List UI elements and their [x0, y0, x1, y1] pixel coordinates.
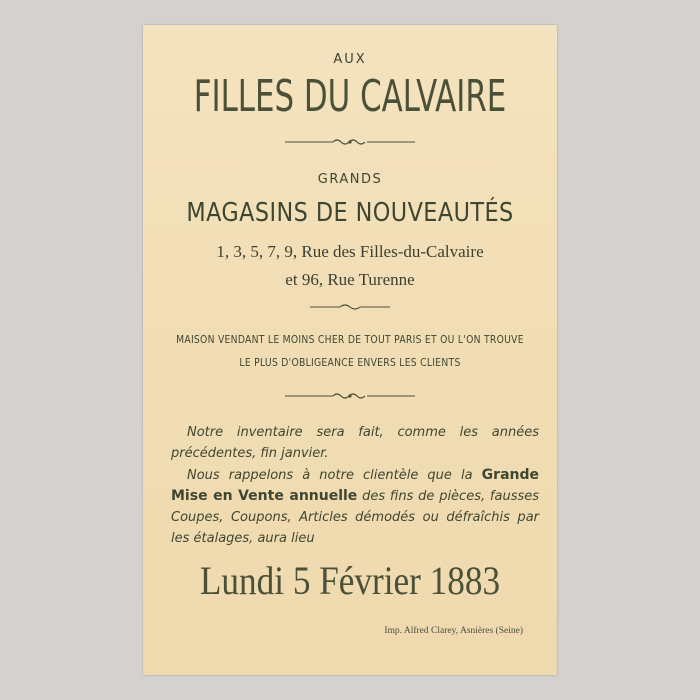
address-line-2: et 96, Rue Turenne	[285, 270, 415, 289]
slogan-line-2: LE PLUS D'OBLIGEANCE ENVERS LES CLIENTS	[239, 357, 461, 369]
trade-card	[143, 25, 557, 675]
sale-paragraph	[171, 465, 539, 549]
heading-magasins: MAGASINS DE NOUVEAUTÉS	[186, 198, 514, 228]
address-line-1: 1, 3, 5, 7, 9, Rue des Filles-du-Calvaire	[216, 242, 484, 261]
sale-paragraph-end: des fins de pièces, fausses Coupes, Coupons, Articles démodés ou défraîchis par les étalages, aura lieu	[171, 489, 540, 546]
inventory-paragraph: Notre inventaire sera fait, comme les années précédentes, fin janvier.	[171, 425, 539, 461]
ornament-divider-2-icon	[285, 391, 415, 401]
printer-imprint: Imp. Alfred Clarey, Asnières (Seine)	[384, 626, 523, 636]
ornament-small-icon	[310, 303, 390, 311]
sale-paragraph-start: Nous rappelons à notre clientèle que la	[187, 468, 482, 483]
sale-date: Lundi 5 Février 1883	[199, 558, 501, 603]
store-name: FILLES DU CALVAIRE	[193, 71, 507, 122]
heading-grands: GRANDS	[317, 172, 383, 187]
slogan-line-1: MAISON VENDANT LE MOINS CHER DE TOUT PARIS ET OU L'ON TROUVE	[176, 334, 524, 346]
ornament-divider-icon	[285, 137, 415, 147]
heading-aux: AUX	[333, 52, 367, 67]
sale-paragraph-bold: Grande Mise en Vente annuelle	[171, 467, 539, 504]
